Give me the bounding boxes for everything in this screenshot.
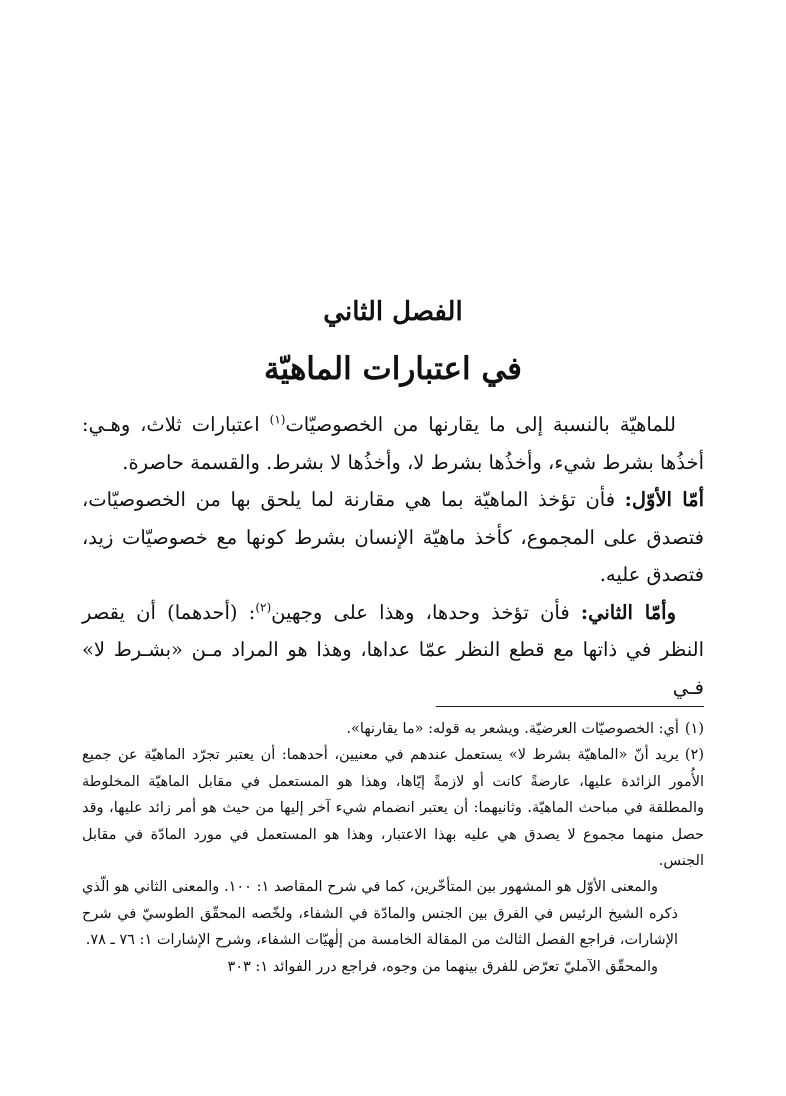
footnote-1 xyxy=(82,716,704,742)
main-text xyxy=(82,406,704,706)
footnote-2-text: يريد أنّ «الماهيّة بشرط لا» يستعمل عندهم في معنيين، أحدهما: أن يعتبر تجرّد الماهيّة عن جميع الأُمور الزائدة عليها، عارضةً كانت أو لازمةً إيّاها، وهذا هو المستعمل في مقابل الماهيّة المخلوطة والمطلقة في مباحث الماهيّة. وثانيهما: أن يعتبر انضمام شيء آخر إليها من حيث هو أمر زائد عليها، وقد حصل منهما مجموع لا يصدق هي عليه بهذا الاعتبار، وهذا هو المستعمل في مورد المادّة في مقابل الجنس. xyxy=(82,747,704,870)
footnote-ref-2[interactable]: (٢) xyxy=(255,600,272,614)
paragraph-2 xyxy=(82,481,704,594)
paragraph-3-text-b: : (أحدهما) أن يقصر النظر في ذاتها مع قطع النظر عمّا عداها، وهذا هو المراد مـن «بشـرط لا» فـي xyxy=(82,600,704,699)
paragraph-3 xyxy=(82,594,704,707)
paragraph-3-lead: وأمّا الثاني: xyxy=(580,600,676,624)
paragraph-2-lead: أمّا الأوّل: xyxy=(624,488,704,511)
footnote-1-text: أي: الخصوصيّات العرضيّة. ويشعر به قوله: «ما يقارنها». xyxy=(346,721,679,737)
paragraph-1-text-b: اعتبارات ثلاث، وهـي: أخذُها بشرط شيء، وأخذُها بشرط لا، وأخذُها لا بشرط. والقسمة حاصرة. xyxy=(82,413,704,474)
footnote-ref-1[interactable]: (١) xyxy=(269,412,286,427)
paragraph-1 xyxy=(82,406,704,481)
paragraph-2-text: فأن تؤخذ الماهيّة بما هي مقارنة لما يلحق بها من الخصوصيّات، فتصدق على المجموع، كأخذ ماهيّة الإنسان بشرط كونها مع خصوصيّات زيد، فتصدق عليه. xyxy=(82,488,704,586)
footnote-2-continuation-1: والمعنى الأوّل هو المشهور بين المتأخّرين، كما في شرح المقاصد ١: ١٠٠. والمعنى الثاني هو الّذي ذكره الشيخ الرئيس في الفرق بين الجنس والمادّة في الشفاء، ولخّصه المحقّق الطوسيّ في شرح الإشارات، فراجع الفصل الثالث من المقالة الخامسة من إلٰهيّات الشفاء، وشرح الإشارات ١: ٧٦ ـ ٧٨. xyxy=(82,879,678,949)
footnote-2 xyxy=(82,742,704,874)
paragraph-3-text-a: فأن تؤخذ وحدها، وهذا على وجهين xyxy=(271,600,581,624)
chapter-title: في اعتبارات الماهيّة xyxy=(263,351,523,387)
footnote-2-number: (٢) xyxy=(684,747,704,764)
footnotes xyxy=(82,716,704,980)
footnote-2-continuation-2: والمحقّق الآمليّ تعرّض للفرق بينهما من وجوه، فراجع درر الفوائد ١: ٣٠٣ xyxy=(227,958,658,975)
footnote-1-number: (١) xyxy=(684,721,704,737)
chapter-label: الفصل الثاني xyxy=(323,297,463,327)
paragraph-1-text-a: للماهيّة بالنسبة إلى ما يقارنها من الخصوصيّات xyxy=(285,413,677,436)
footnote-divider xyxy=(436,706,704,707)
